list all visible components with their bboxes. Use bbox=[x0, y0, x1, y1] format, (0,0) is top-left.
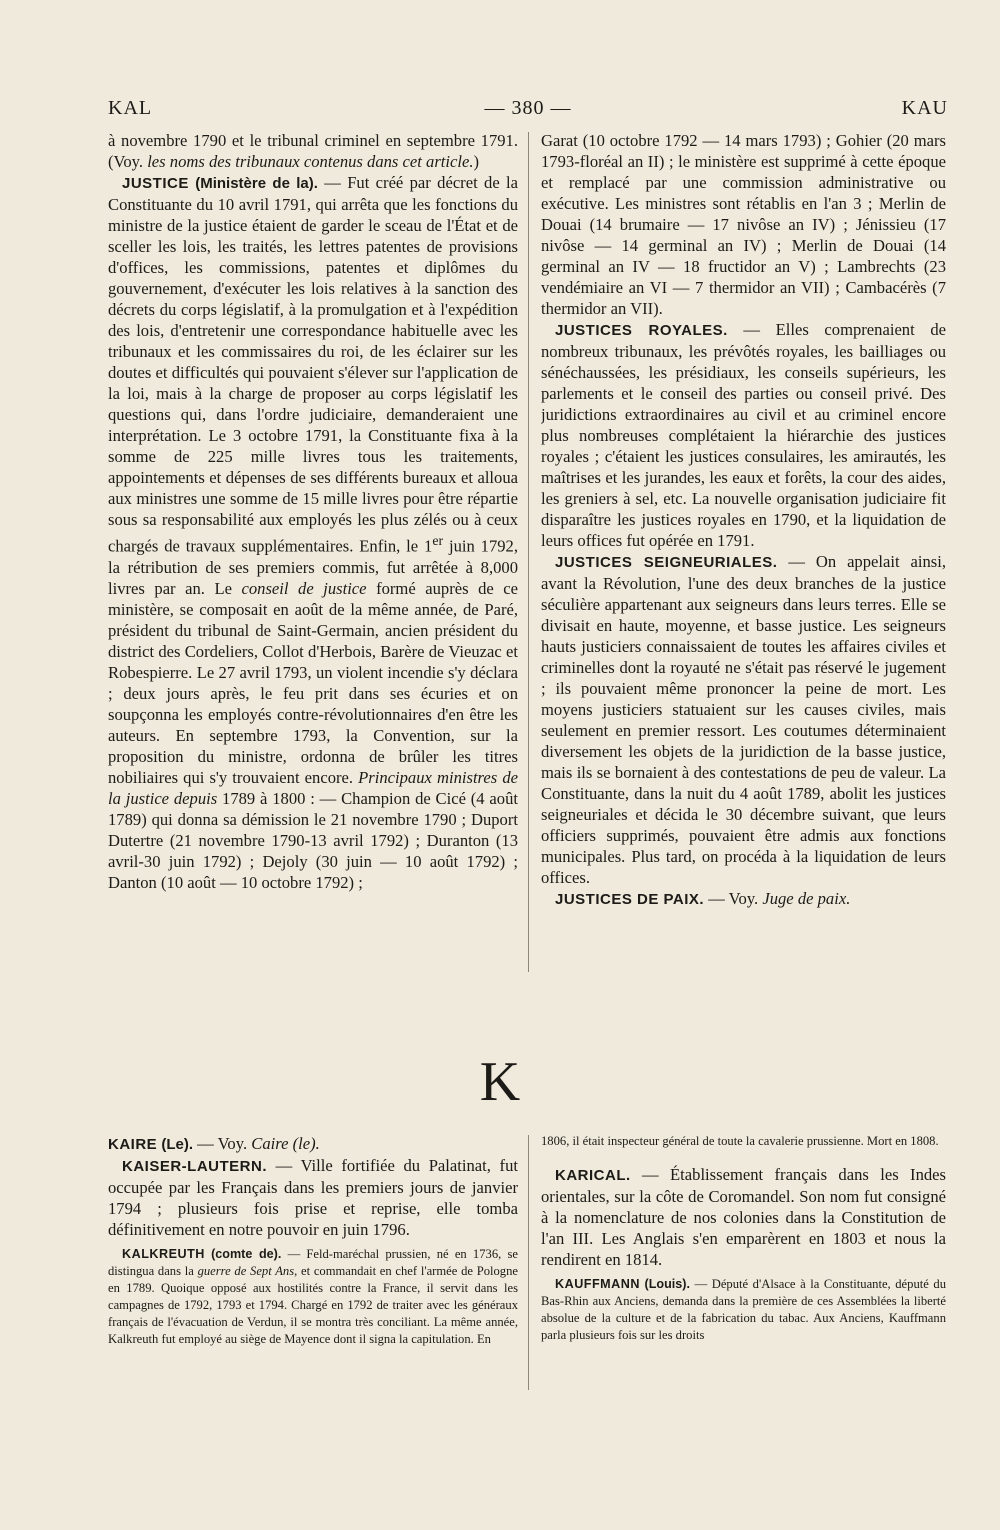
running-head-right: KAU bbox=[901, 97, 948, 119]
entry-kaire: KAIRE (Le). — Voy. Caire (le). bbox=[108, 1134, 320, 1153]
entry-karical: KARICAL. — Établissement français dans les Indes orientales, sur la côte de Coromandel. Son nom fut consigné à la nomenclature de nos colonies dans la Constitution de l'an III. Les Anglais s'en emparèrent en 1803 et nous la rendirent en 1814. bbox=[541, 1165, 946, 1269]
entry-justice: JUSTICE (Ministère de la). — Fut créé par décret de la Constituante du 10 avril 1791, qui arrêta que les fonctions du ministre de la justice étaient de garder le sceau de l'État et de sceller les lois, les traités, les lettres patentes de provisions d'offices, les commissions, patentes et diplômes du gouvernement, d'exécuter les lois relatives à la sanction des décrets du corps législatif, à la promulgation et à l'expédition des lois, d'entretenir une correspondance habituelle avec les tribunaux et les commissaires du roi, de les éclairer sur les doutes et difficultés qui pouvaient s'élever sur l'application de la loi, mais à la charge de proposer au corps législatif les questions qui, dans l'ordre judiciaire, demanderaient une interprétation. Le 3 octobre 1791, la Constituante fixa à la somme de 225 mille livres tous les traitements, appointements et dépenses de ses différents bureaux et alloua aux ministres une somme de 15 mille livres pour être répartie sous sa responsabilité aux employés les plus zélés ou à ceux chargés de travaux supplémentaires. Enfin, le 1er juin 1792, la rétribution de ses premiers commis, fut arrêtée à 8,000 livres par an. Le conseil de justice formé auprès de ce ministère, se composait en août de la même année, de Paré, président du tribunal de Saint-Germain, ancien président du district des Cordeliers, Collot d'Herbois, Barère de Vieuzac et Robespierre. Le 27 avril 1793, un violent incendie s'y déclara ; deux jours après, le feu prit dans ses écuries et on soupçonna les employés contre-révolutionnaires d'en être les auteurs. En septembre 1793, la Convention, sur la proposition du ministre, ordonna de brûler les titres nobiliaires qui s'y trouvaient encore. Principaux ministres de la justice depuis 1789 à 1800 : — Champion de Cicé (4 août 1789) qui donna sa démission le 21 novembre 1790 ; Duport Dutertre (21 novembre 1790-13 avril 1792) ; Duranton (13 avril-30 juin 1792) ; Dejoly (30 juin — 10 août 1792) ; Danton (10 août — 10 octobre 1792) ; bbox=[108, 173, 518, 892]
headword-kaiser-lautern: KAISER-LAUTERN. bbox=[122, 1158, 267, 1175]
entry-kalkreuth-continuation: 1806, il était inspecteur général de toute la cavalerie prussienne. Mort en 1808. bbox=[541, 1134, 939, 1148]
headword-karical: KARICAL. bbox=[555, 1167, 631, 1184]
column-bottom-right bbox=[541, 1133, 946, 1403]
page-number: — 380 — bbox=[484, 97, 572, 119]
headword-kaire: KAIRE bbox=[108, 1136, 158, 1153]
column-divider bbox=[528, 132, 529, 972]
headword-justices-royales: JUSTICES ROYALES. bbox=[555, 322, 728, 339]
entry-kalkreuth: KALKREUTH (comte de). — Feld-maréchal prussien, né en 1736, se distingua dans la guerre de Sept Ans, et commandait en chef l'armée de Pologne en 1789. Quoique opposé aux hostilités contre la France, il servit dans les campagnes de 1792, 1793 et 1794. Chargé en 1792 de traiter avec les généraux français de l'évacuation de Verdun, il se montra très conciliant. La même année, Kalkreuth fut employé au siège de Mayence dont il signa la capitulation. En bbox=[108, 1247, 518, 1346]
headword-kauffmann: KAUFFMANN bbox=[555, 1277, 640, 1291]
headword-kalkreuth: KALKREUTH bbox=[122, 1247, 205, 1261]
column-bottom-left bbox=[108, 1133, 518, 1393]
entry-justices-royales: JUSTICES ROYALES. — Elles comprenaient de nombreux tribunaux, les prévôtés royales, les bailliages ou sénéchaussées, les présidiaux, les conseils supérieurs, les parlements et le conseil des parties ou conseil privé. Des juridictions extraordinaires au civil et au criminel encore plus nombreuses complétaient la hiérarchie des justices royales ; c'étaient les justices consulaires, les amirautés, les maîtrises et les jurandes, les eaux et forêts, la cour des aides, les greniers à sel, etc. La nouvelle organisation judiciaire fit disparaître les justices royales en 1790, et la liquidation de leurs offices fut opérée en 1791. bbox=[541, 320, 946, 550]
column-top-right bbox=[541, 130, 946, 980]
column-divider-bottom bbox=[528, 1135, 529, 1390]
running-head-left: KAL bbox=[108, 97, 153, 119]
headword-justices-seigneuriales: JUSTICES SEIGNEURIALES. bbox=[555, 554, 778, 571]
headword-justice: JUSTICE bbox=[122, 175, 189, 192]
entry-kauffmann: KAUFFMANN (Louis). — Député d'Alsace à la Constituante, député du Bas-Rhin aux Anciens, demanda dans la première de ces Assemblées la liberté absolue de la culture et de la fabrication du tabac. Aux Anciens, Kauffmann parla plusieurs fois sur les droits bbox=[541, 1277, 946, 1342]
section-letter: K bbox=[479, 1051, 521, 1113]
column-top-left bbox=[108, 130, 518, 980]
running-head bbox=[108, 97, 948, 123]
entry-justices-seigneuriales: JUSTICES SEIGNEURIALES. — On appelait ainsi, avant la Révolution, l'une des deux branches de la justice séculière appartenant aux seigneurs dans leurs terres. Elle se divisait en haute, moyenne, et basse justice. Les seigneurs hauts justiciers connaissaient de toutes les affaires civiles et criminelles dont la royauté ne s'était pas réservé le jugement ; ils pouvaient même prononcer la peine de mort. Les moyens justiciers statuaient sur les causes civiles, mais seulement en premier ressort. Les coutumes déterminaient diversement les objets de la juridiction de la basse justice, mais ils se bornaient à des contestations de peu de valeur. La Constituante, dans la nuit du 4 août 1789, abolit les justices seigneuriales et décida le 30 décembre suivant, que leurs officiers supprimés, pouvaient être admis aux fonctions municipales. Plus tard, on procéda à la liquidation de leurs offices. bbox=[541, 552, 946, 887]
entry-justices-de-paix: JUSTICES DE PAIX. — Voy. Juge de paix. bbox=[555, 889, 851, 908]
entry-justice-continuation: Garat (10 octobre 1792 — 14 mars 1793) ; Gohier (20 mars 1793-floréal an II) ; le ministère est supprimé à cette époque et remplacé par une commission administrative ou exécutive. Les ministres sont rétablis en l'an 3 ; Merlin de Douai (14 brumaire — 17 nivôse an IV) ; Jénissieu (17 nivôse — 14 germinal an IV) ; Merlin de Douai (14 germinal an IV — 18 fructidor an V) ; Lambrechts (23 vendémiaire an VI — 7 thermidor an VII) ; Cambacérès (7 thermidor an VII). bbox=[541, 131, 946, 318]
headword-justices-de-paix: JUSTICES DE PAIX. bbox=[555, 891, 705, 908]
entry-kaiser-lautern: KAISER-LAUTERN. — Ville fortifiée du Palatinat, fut occupée par les Français dans les premiers jours de janvier 1794 ; plusieurs fois prise et reprise, elle tomba définitivement en notre pouvoir en juin 1796. bbox=[108, 1156, 518, 1239]
entry-continuation: à novembre 1790 et le tribunal criminel en septembre 1791. (Voy. les noms des tribunaux contenus dans cet article.) bbox=[108, 131, 518, 171]
